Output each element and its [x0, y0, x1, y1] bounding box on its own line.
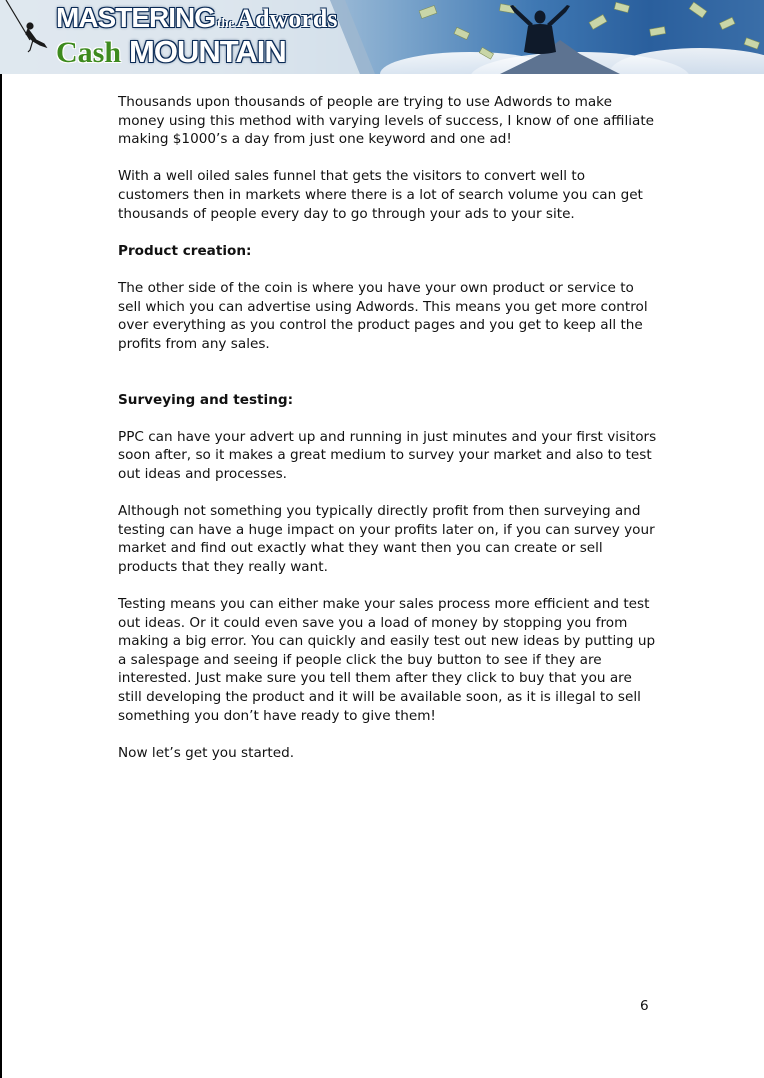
paragraph-ppc-survey: PPC can have your advert up and running in just minutes and your first visitors soon after, so it makes a great medium to survey your market and also to test out ideas and processes. — [118, 428, 657, 482]
paragraph-testing: Testing means you can either make your sales process more efficient and test out ideas. Or it could even save you a load of money by stopping you from making a big error. You can quickly and easily test out new ideas by putting up a salespage and seeing if people click the buy button to see if they are interested. Just make sure you tell them after they click to buy that you are still developing the product and it will be available soon, as it is illegal to sell something you don’t have ready to give them! — [118, 596, 656, 724]
page-number: 6 — [640, 998, 649, 1014]
paragraph-product-creation: The other side of the coin is where you have your own product or service to sell which you can advertise using Adwords. This means you get more control over everything as you control the product pages and you get to keep all the profits from any sales. — [118, 279, 648, 352]
banner-title-mountain: MOUNTAIN — [129, 34, 286, 69]
spacer — [118, 372, 658, 391]
header-banner — [0, 0, 764, 74]
banner-title-adwords: Adwords — [236, 4, 338, 33]
banner-title-cash: Cash — [56, 36, 122, 69]
page-body — [118, 93, 658, 781]
banner-title-line1 — [56, 4, 337, 32]
banner-title-line2 — [56, 36, 286, 68]
page-left-border — [0, 0, 2, 1078]
paragraph-adwords-intro: Thousands upon thousands of people are trying to use Adwords to make money using this method with varying levels of success, I know of one affiliate making $1000’s a day from just one keyword and one ad! — [118, 94, 655, 148]
paragraph-sales-funnel: With a well oiled sales funnel that gets the visitors to convert well to customers then in markets where there is a lot of search volume you can get thousands of people every day to go through your ads to your site. — [118, 168, 643, 222]
heading-surveying-testing: Surveying and testing: — [118, 391, 294, 408]
banner-title-mastering: MASTERING — [56, 2, 215, 33]
heading-product-creation: Product creation: — [118, 242, 252, 259]
paragraph-get-started: Now let’s get you started. — [118, 744, 295, 761]
paragraph-surveying-profit: Although not something you typically directly profit from then surveying and testing can have a huge impact on your profits later on, if you can survey your market and find out exactly what they want then you can create or sell products that they really want. — [118, 503, 655, 575]
banner-title-the: the — [217, 15, 235, 30]
